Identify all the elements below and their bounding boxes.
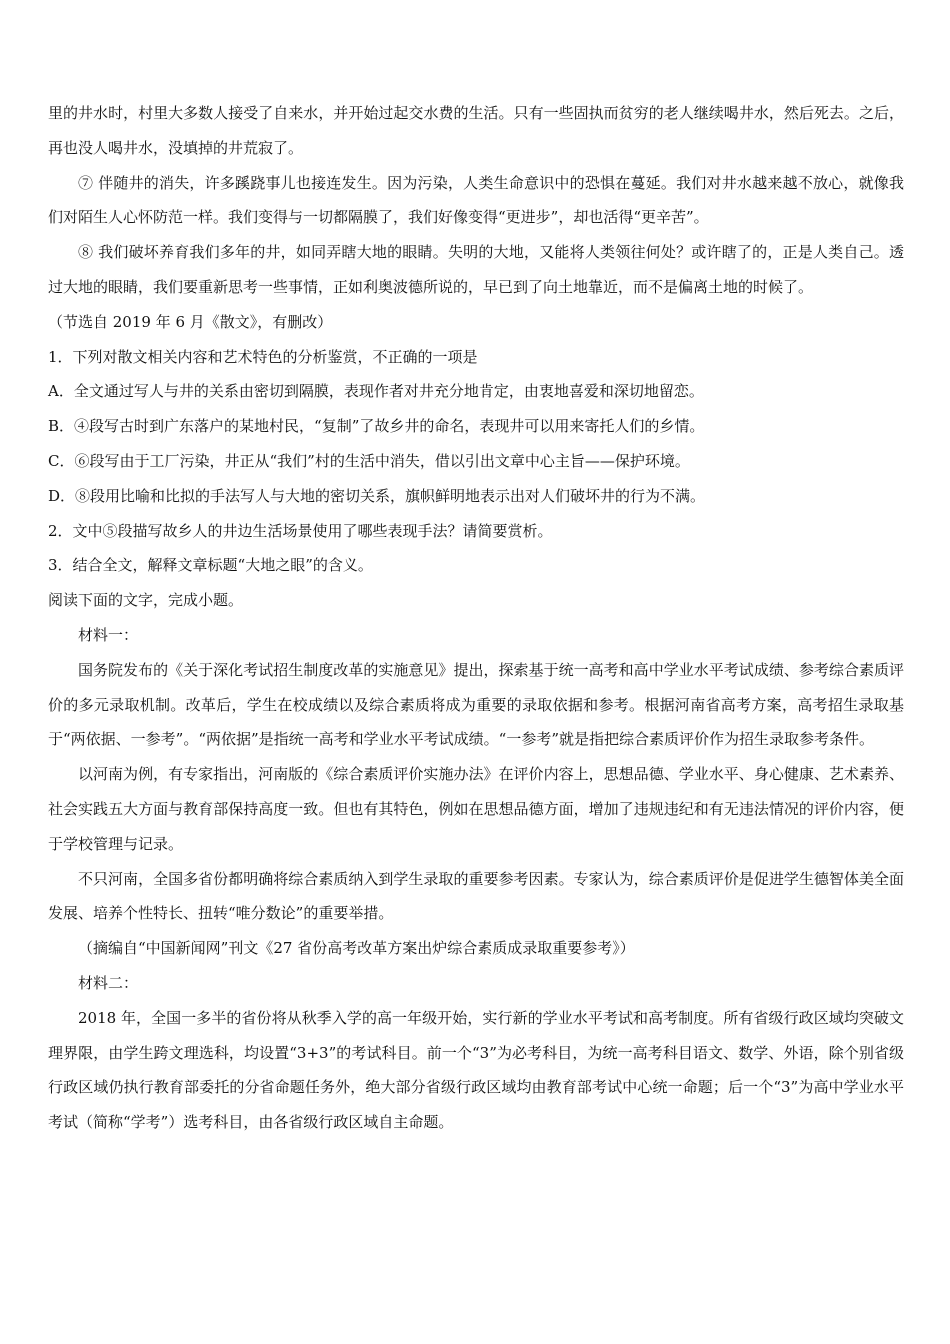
essay-paragraph-8: ⑧ 我们破坏养育我们多年的井，如同弄瞎大地的眼睛。失明的大地，又能将人类领往何处？或许瞎了的，正是人类自己。透过大地的眼睛，我们要重新思考一些事情，正如利奥波德所说的，早已到了向土地靠近，而不是偏离土地的时候了。 [48,243,904,296]
question-1-option-b: B．④段写古时到广东落户的某地村民，“复制”了故乡井的命名，表现井可以用来寄托人们的乡情。 [48,417,705,436]
essay-paragraph-7: ⑦ 伴随井的消失，许多蹊跷事儿也接连发生。因为污染，人类生命意识中的恐惧在蔓延。我们对井水越来越不放心，就像我们对陌生人心怀防范一样。我们变得与一切都隔膜了，我们好像变得“更进步”，却也活得“更辛苦”。 [48,173,904,227]
material-2-paragraph-1: 2018 年，全国一多半的省份将从秋季入学的高一年级开始，实行新的学业水平考试和高考制度。所有省级行政区域均突破文理界限，由学生跨文理选科，均设置“3+3”的考试科目。前一个“3”为必考科目，为统一高考科目语文、数学、外语，除个别省级行政区域仍执行教育部委托的分省命题任务外，绝大部分省级行政区域均由教育部考试中心统一命题；后一个“3”为高中学业水平考试（简称“学考”）选考科目，由各省级行政区域自主命题。 [48,1008,904,1132]
exam-page [48,96,904,1140]
question-2: 2．文中⑤段描写故乡人的井边生活场景使用了哪些表现手法？请简要赏析。 [48,521,553,540]
essay-paragraph-6-tail: 里的井水时，村里大多数人接受了自来水，并开始过起交水费的生活。只有一些固执而贫穷的老人继续喝井水，然后死去。之后，再也没人喝井水，没填掉的井荒寂了。 [48,104,904,157]
essay-source: （节选自 2019 年 6 月《散文》，有删改） [48,312,333,331]
material-1-title: 材料一： [78,625,139,644]
material-2-title: 材料二： [78,973,139,992]
question-1: 1．下列对散文相关内容和艺术特色的分析鉴赏，不正确的一项是 [48,347,478,366]
reading-intro: 阅读下面的文字，完成小题。 [48,591,244,610]
material-1-paragraph-3: 不只河南，全国多省份都明确将综合素质纳入到学生录取的重要参考因素。专家认为，综合素质评价是促进学生德智体美全面发展、培养个性特长、扭转“唯分数论”的重要举措。 [48,869,904,923]
material-1-paragraph-2: 以河南为例，有专家指出，河南版的《综合素质评价实施办法》在评价内容上，思想品德、学业水平、身心健康、艺术素养、社会实践五大方面与教育部保持高度一致。但也有其特色，例如在思想品德方面，增加了违规违纪和有无违法情况的评价内容，便于学校管理与记录。 [48,765,904,853]
question-1-option-a: A．全文通过写人与井的关系由密切到隔膜，表现作者对井充分地肯定，由衷地喜爱和深切地留恋。 [48,382,704,401]
question-1-option-c: C．⑥段写由于工厂污染，井正从“我们”村的生活中消失，借以引出文章中心主旨——保护环境。 [48,451,690,470]
question-3: 3．结合全文，解释文章标题“大地之眼”的含义。 [48,556,373,575]
question-1-option-d: D．⑧段用比喻和比拟的手法写人与大地的密切关系，旗帜鲜明地表示出对人们破坏井的行为不满。 [48,486,706,505]
material-1-source: （摘编自“中国新闻网”刊文《27 省份高考改革方案出炉综合素质成录取重要参考》） [78,939,635,958]
material-1-paragraph-1: 国务院发布的《关于深化考试招生制度改革的实施意见》提出，探索基于统一高考和高中学业水平考试成绩、参考综合素质评价的多元录取机制。改革后，学生在校成绩以及综合素质将成为重要的录取依据和参考。根据河南省高考方案，高考招生录取基于“两依据、一参考”。“两依据”是指统一高考和学业水平考试成绩。“一参考”就是指把综合素质评价作为招生录取参考条件。 [48,660,904,749]
